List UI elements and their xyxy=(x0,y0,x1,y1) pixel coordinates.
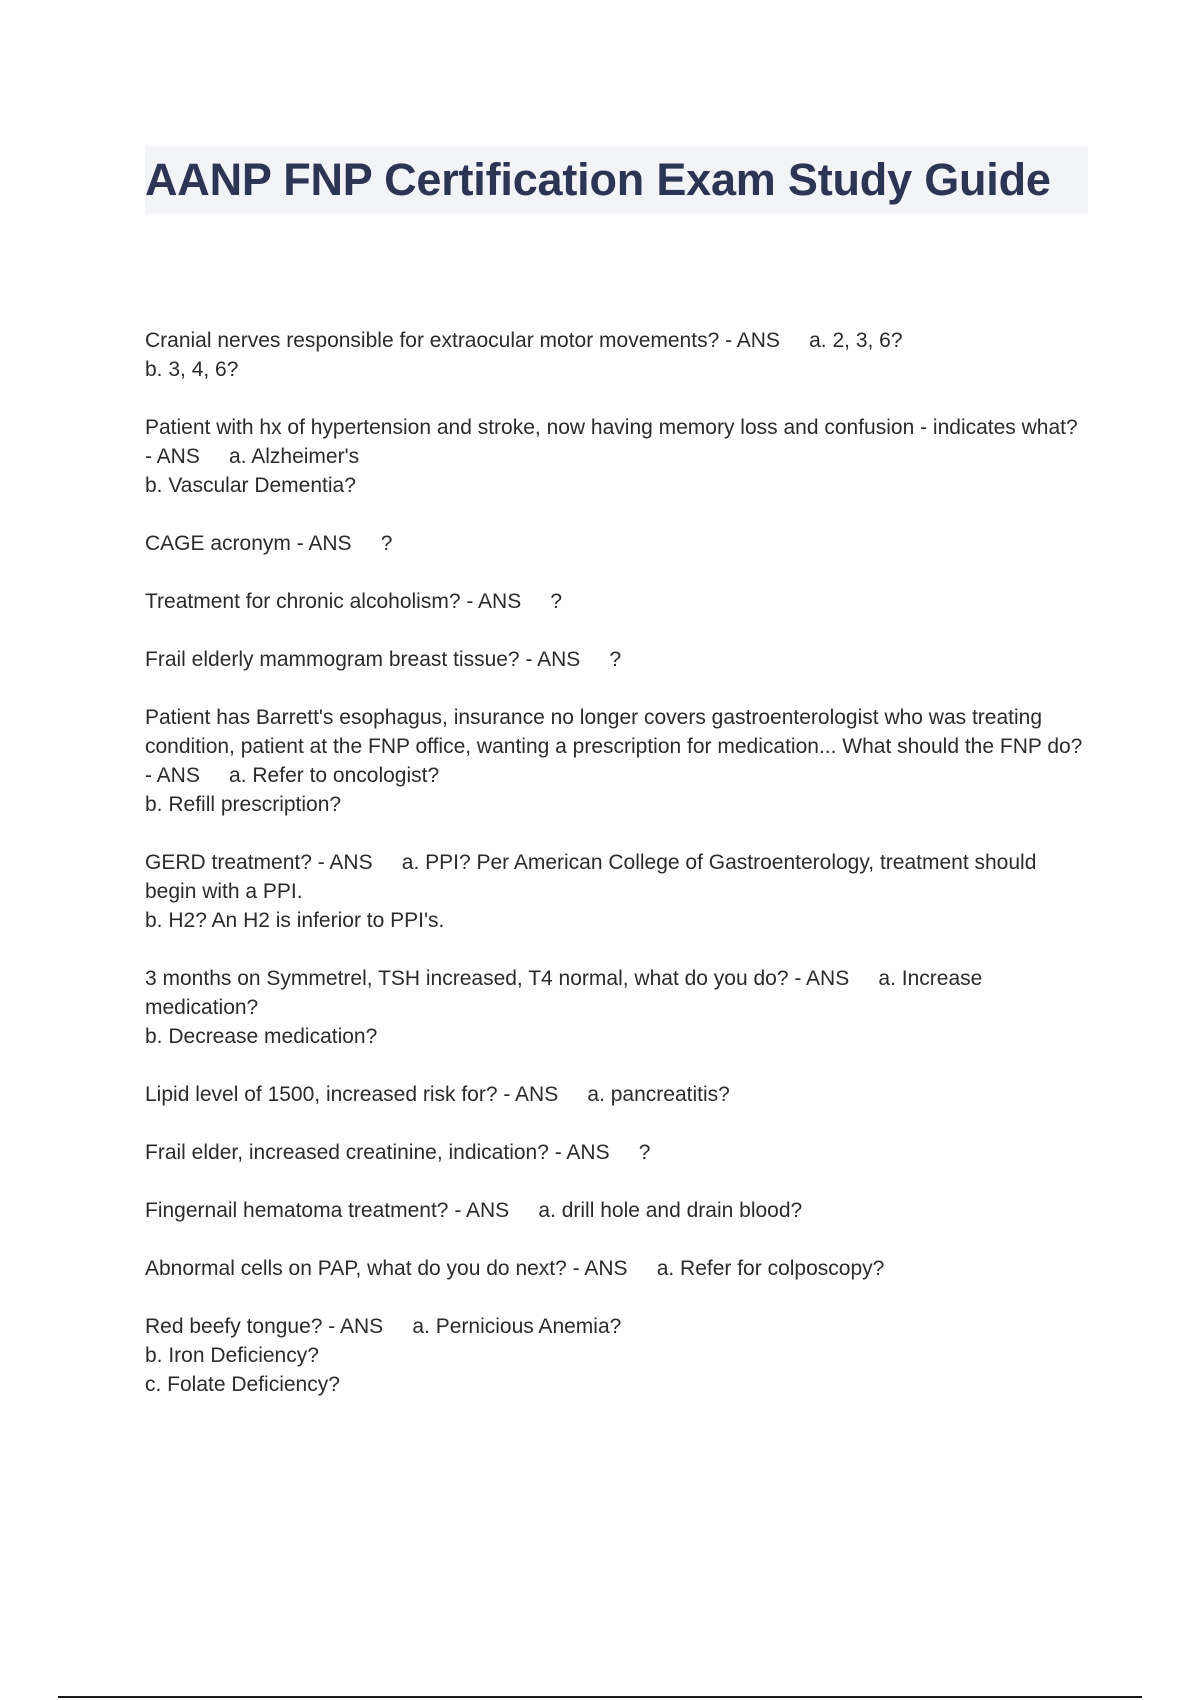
qa-item xyxy=(145,529,1090,558)
footer-rule xyxy=(58,1696,1142,1698)
question-text: Abnormal cells on PAP, what do you do next? - ANS xyxy=(145,1257,628,1280)
qa-item xyxy=(145,326,1090,384)
answer-option: c. Folate Deficiency? xyxy=(145,1373,340,1396)
qa-item xyxy=(145,703,1090,819)
answer-option: a. 2, 3, 6? xyxy=(809,329,903,352)
qa-item xyxy=(145,964,1090,1051)
question-text: Red beefy tongue? - ANS xyxy=(145,1315,384,1338)
qa-list xyxy=(145,326,1090,1428)
answer-option: b. 3, 4, 6? xyxy=(145,358,239,381)
question-text: CAGE acronym - ANS xyxy=(145,532,352,555)
qa-item xyxy=(145,1254,1090,1283)
answer-option: a. pancreatitis? xyxy=(587,1083,730,1106)
question-text: GERD treatment? - ANS xyxy=(145,851,373,874)
answer-option: a. drill hole and drain blood? xyxy=(538,1199,803,1222)
question-text: Lipid level of 1500, increased risk for? - ANS xyxy=(145,1083,559,1106)
answer-option: ? xyxy=(380,532,393,555)
qa-item xyxy=(145,587,1090,616)
answer-option: b. Iron Deficiency? xyxy=(145,1344,319,1367)
answer-option: b. H2? An H2 is inferior to PPI's. xyxy=(145,909,445,932)
question-text: Frail elder, increased creatinine, indication? - ANS xyxy=(145,1141,610,1164)
answer-option: a. PPI? Per American College of Gastroenterology, treatment should begin with a PPI. xyxy=(145,851,1043,903)
qa-item xyxy=(145,1312,1090,1399)
answer-option: a. Increase medication? xyxy=(145,967,989,1019)
question-text: 3 months on Symmetrel, TSH increased, T4 normal, what do you do? - ANS xyxy=(145,967,850,990)
question-text: Cranial nerves responsible for extraocular motor movements? - ANS xyxy=(145,329,780,352)
answer-option: b. Vascular Dementia? xyxy=(145,474,356,497)
page-title: AANP FNP Certification Exam Study Guide xyxy=(145,154,1051,205)
question-text: Treatment for chronic alcoholism? - ANS xyxy=(145,590,522,613)
answer-option: a. Refer to oncologist? xyxy=(229,764,440,787)
qa-item xyxy=(145,1196,1090,1225)
answer-option: b. Decrease medication? xyxy=(145,1025,378,1048)
qa-item xyxy=(145,1138,1090,1167)
question-text: Patient has Barrett's esophagus, insurance no longer covers gastroenterologist who was treating condition, patient at the FNP office, wanting a prescription for medication... What should the FNP do? - ANS xyxy=(145,706,1089,787)
answer-option: b. Refill prescription? xyxy=(145,793,342,816)
answer-option: a. Alzheimer's xyxy=(229,445,360,468)
qa-item xyxy=(145,413,1090,500)
title-highlight xyxy=(145,146,1088,214)
answer-option: ? xyxy=(550,590,563,613)
qa-item xyxy=(145,645,1090,674)
answer-option: ? xyxy=(638,1141,651,1164)
qa-item xyxy=(145,1080,1090,1109)
qa-item xyxy=(145,848,1090,935)
question-text: Frail elderly mammogram breast tissue? - ANS xyxy=(145,648,581,671)
question-text: Fingernail hematoma treatment? - ANS xyxy=(145,1199,510,1222)
answer-option: ? xyxy=(609,648,622,671)
question-text: Patient with hx of hypertension and stroke, now having memory loss and confusion - indicates what? - ANS xyxy=(145,416,1084,468)
answer-option: a. Pernicious Anemia? xyxy=(412,1315,622,1338)
answer-option: a. Refer for colposcopy? xyxy=(656,1257,885,1280)
